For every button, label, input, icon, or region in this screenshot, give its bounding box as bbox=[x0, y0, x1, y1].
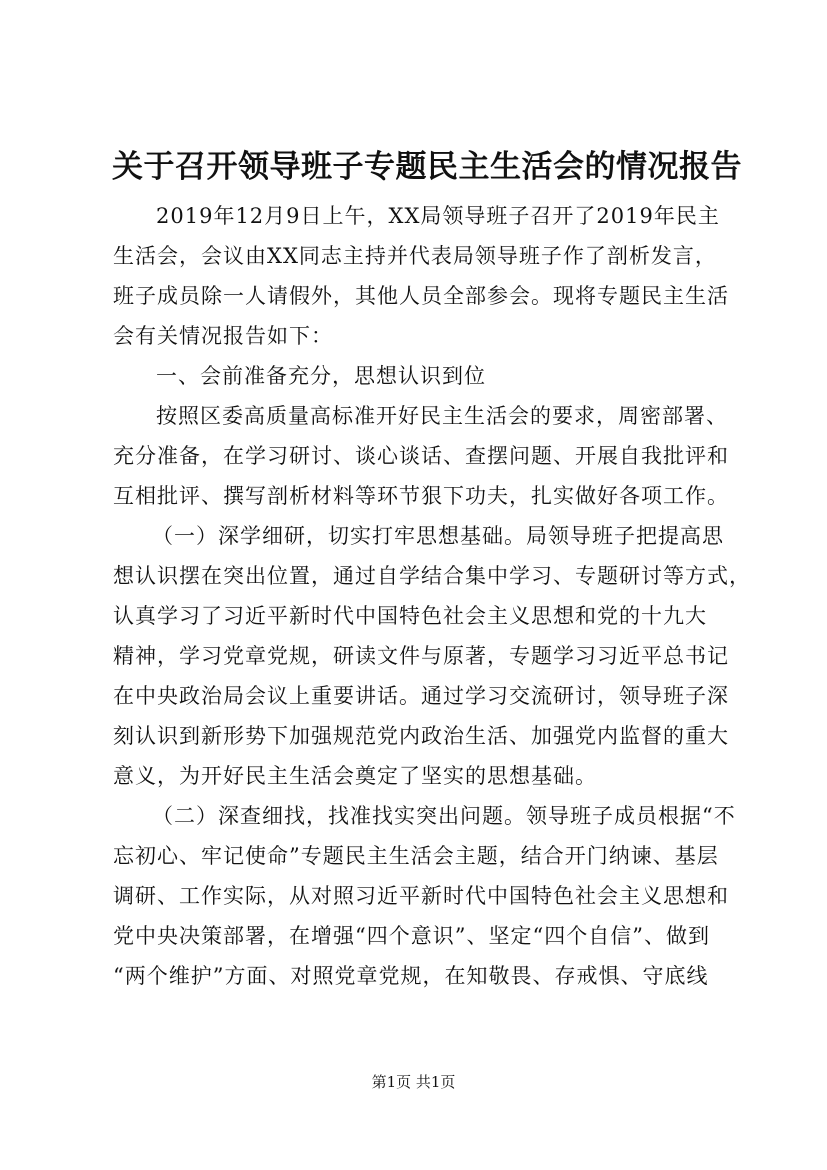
body-line-17: 忘初心、牢记使命”专题民主生活会主题，结合开门纳谏、基层 bbox=[113, 844, 719, 868]
body-line-10: 想认识摆在突出位置，通过自学结合集中学习、专题研讨等方式， bbox=[113, 564, 751, 588]
body-line-7: 充分准备，在学习研讨、谈心谈话、查摆问题、开展自我批评和 bbox=[113, 444, 729, 468]
body-line-12: 精神，学习党章党规，研读文件与原著，专题学习习近平总书记 bbox=[113, 644, 729, 668]
page-number-footer: 第1页 共1页 bbox=[371, 1073, 456, 1091]
body-line-11: 认真学习了习近平新时代中国特色社会主义思想和党的十九大 bbox=[113, 604, 707, 628]
document-body bbox=[113, 196, 751, 996]
body-line-14: 刻认识到新形势下加强规范党内政治生活、加强党内监督的重大 bbox=[113, 724, 729, 748]
body-line-19: 党中央决策部署，在增强“四个意识”、坚定“四个自信”、做到 bbox=[113, 924, 710, 948]
body-line-13: 在中央政治局会议上重要讲话。通过学习交流研讨，领导班子深 bbox=[113, 684, 729, 708]
body-line-1: 2019年12月9日上午，XX局领导班子召开了2019年民主 bbox=[156, 204, 720, 228]
body-line-8: 互相批评、撰写剖析材料等环节狠下功夫，扎实做好各项工作。 bbox=[113, 484, 729, 508]
section-heading-1: 一、会前准备充分，思想认识到位 bbox=[156, 364, 486, 388]
body-line-16: （二）深查细找，找准找实突出问题。领导班子成员根据“不 bbox=[152, 804, 736, 828]
body-line-6: 按照区委高质量高标准开好民主生活会的要求，周密部署、 bbox=[156, 404, 728, 428]
body-line-2: 生活会，会议由XX同志主持并代表局领导班子作了剖析发言， bbox=[113, 244, 717, 268]
body-line-3: 班子成员除一人请假外，其他人员全部参会。现将专题民主生活 bbox=[113, 284, 729, 308]
body-line-18: 调研、工作实际，从对照习近平新时代中国特色社会主义思想和 bbox=[113, 884, 729, 908]
document-title: 关于召开领导班子专题民主生活会的情况报告 bbox=[112, 149, 742, 185]
body-line-9: （一）深学细研，切实打牢思想基础。局领导班子把提高思 bbox=[152, 524, 724, 548]
body-line-20: “两个维护”方面、对照党章党规，在知敬畏、存戒惧、守底线 bbox=[113, 964, 709, 988]
body-line-4: 会有关情况报告如下： bbox=[113, 324, 333, 348]
body-line-15: 意义，为开好民主生活会奠定了坚实的思想基础。 bbox=[113, 764, 597, 788]
